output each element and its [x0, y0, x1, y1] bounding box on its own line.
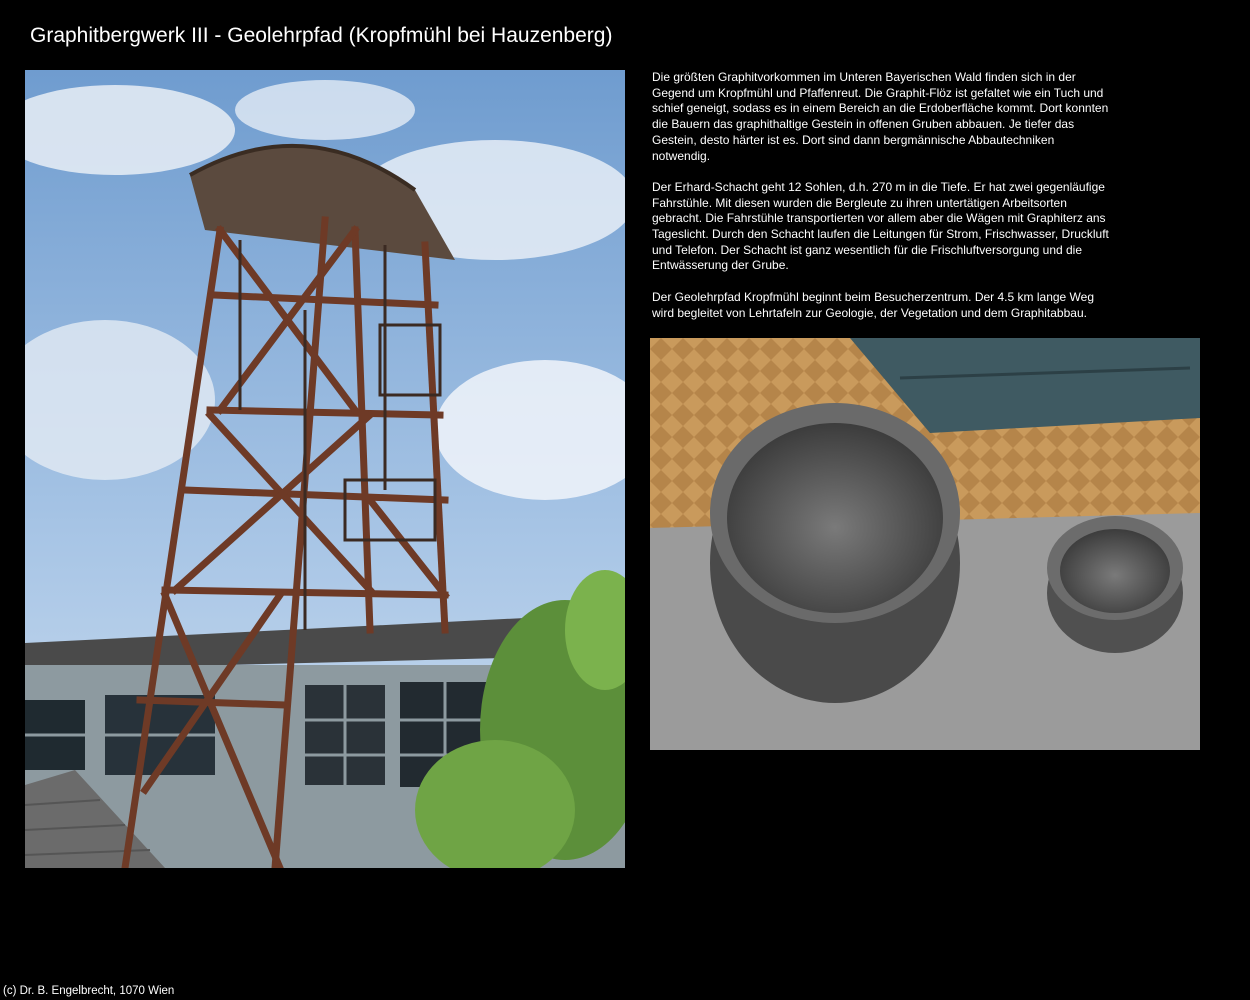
description-paragraph-1: Die größten Graphitvorkommen im Unteren Bayerischen Wald finden sich in der Gegend um Kropfmühl und Pfaffenreut. Die Graphit-Flöz ist gefaltet wie ein Tuch und schief geneigt, sodass es in einem Bereich an die Erdoberfläche kommt. Dort konnten die Bauern das graphithaltige Gestein in offenen Gruben abbauen. Je tiefer das Gestein, desto härter ist es. Dort sind dann bergmännische Abbautechniken notwendig.: [652, 70, 1109, 163]
crucibles-photo[interactable]: [650, 338, 1200, 750]
description-text: [652, 70, 1112, 337]
headframe-photo[interactable]: [25, 70, 625, 868]
copyright-footer: (c) Dr. B. Engelbrecht, 1070 Wien: [3, 985, 175, 997]
description-paragraph-3: Der Geolehrpfad Kropfmühl beginnt beim Besucherzentrum. Der 4.5 km lange Weg wird begleitet von Lehrtafeln zur Geologie, der Vegetation und dem Graphitabbau.: [652, 289, 1095, 320]
description-paragraph-2: Der Erhard-Schacht geht 12 Sohlen, d.h. 270 m in die Tiefe. Er hat zwei gegenläufige Fahrstühle. Mit diesen wurden die Bergleute zu ihren untertätigen Arbeitsorten gebracht. Die Fahrstühle transportierten vor allem aber die Wägen mit Graphiterz ans Tageslicht. Durch den Schacht laufen die Leitungen für Strom, Frischwasser, Druckluft und Telefon. Der Schacht ist ganz wesentlich für die Frischluftversorgung und die Entwässerung der Grube.: [652, 179, 1109, 273]
page-title: Graphitbergwerk III - Geolehrpfad (Kropfmühl bei Hauzenberg): [30, 24, 613, 47]
